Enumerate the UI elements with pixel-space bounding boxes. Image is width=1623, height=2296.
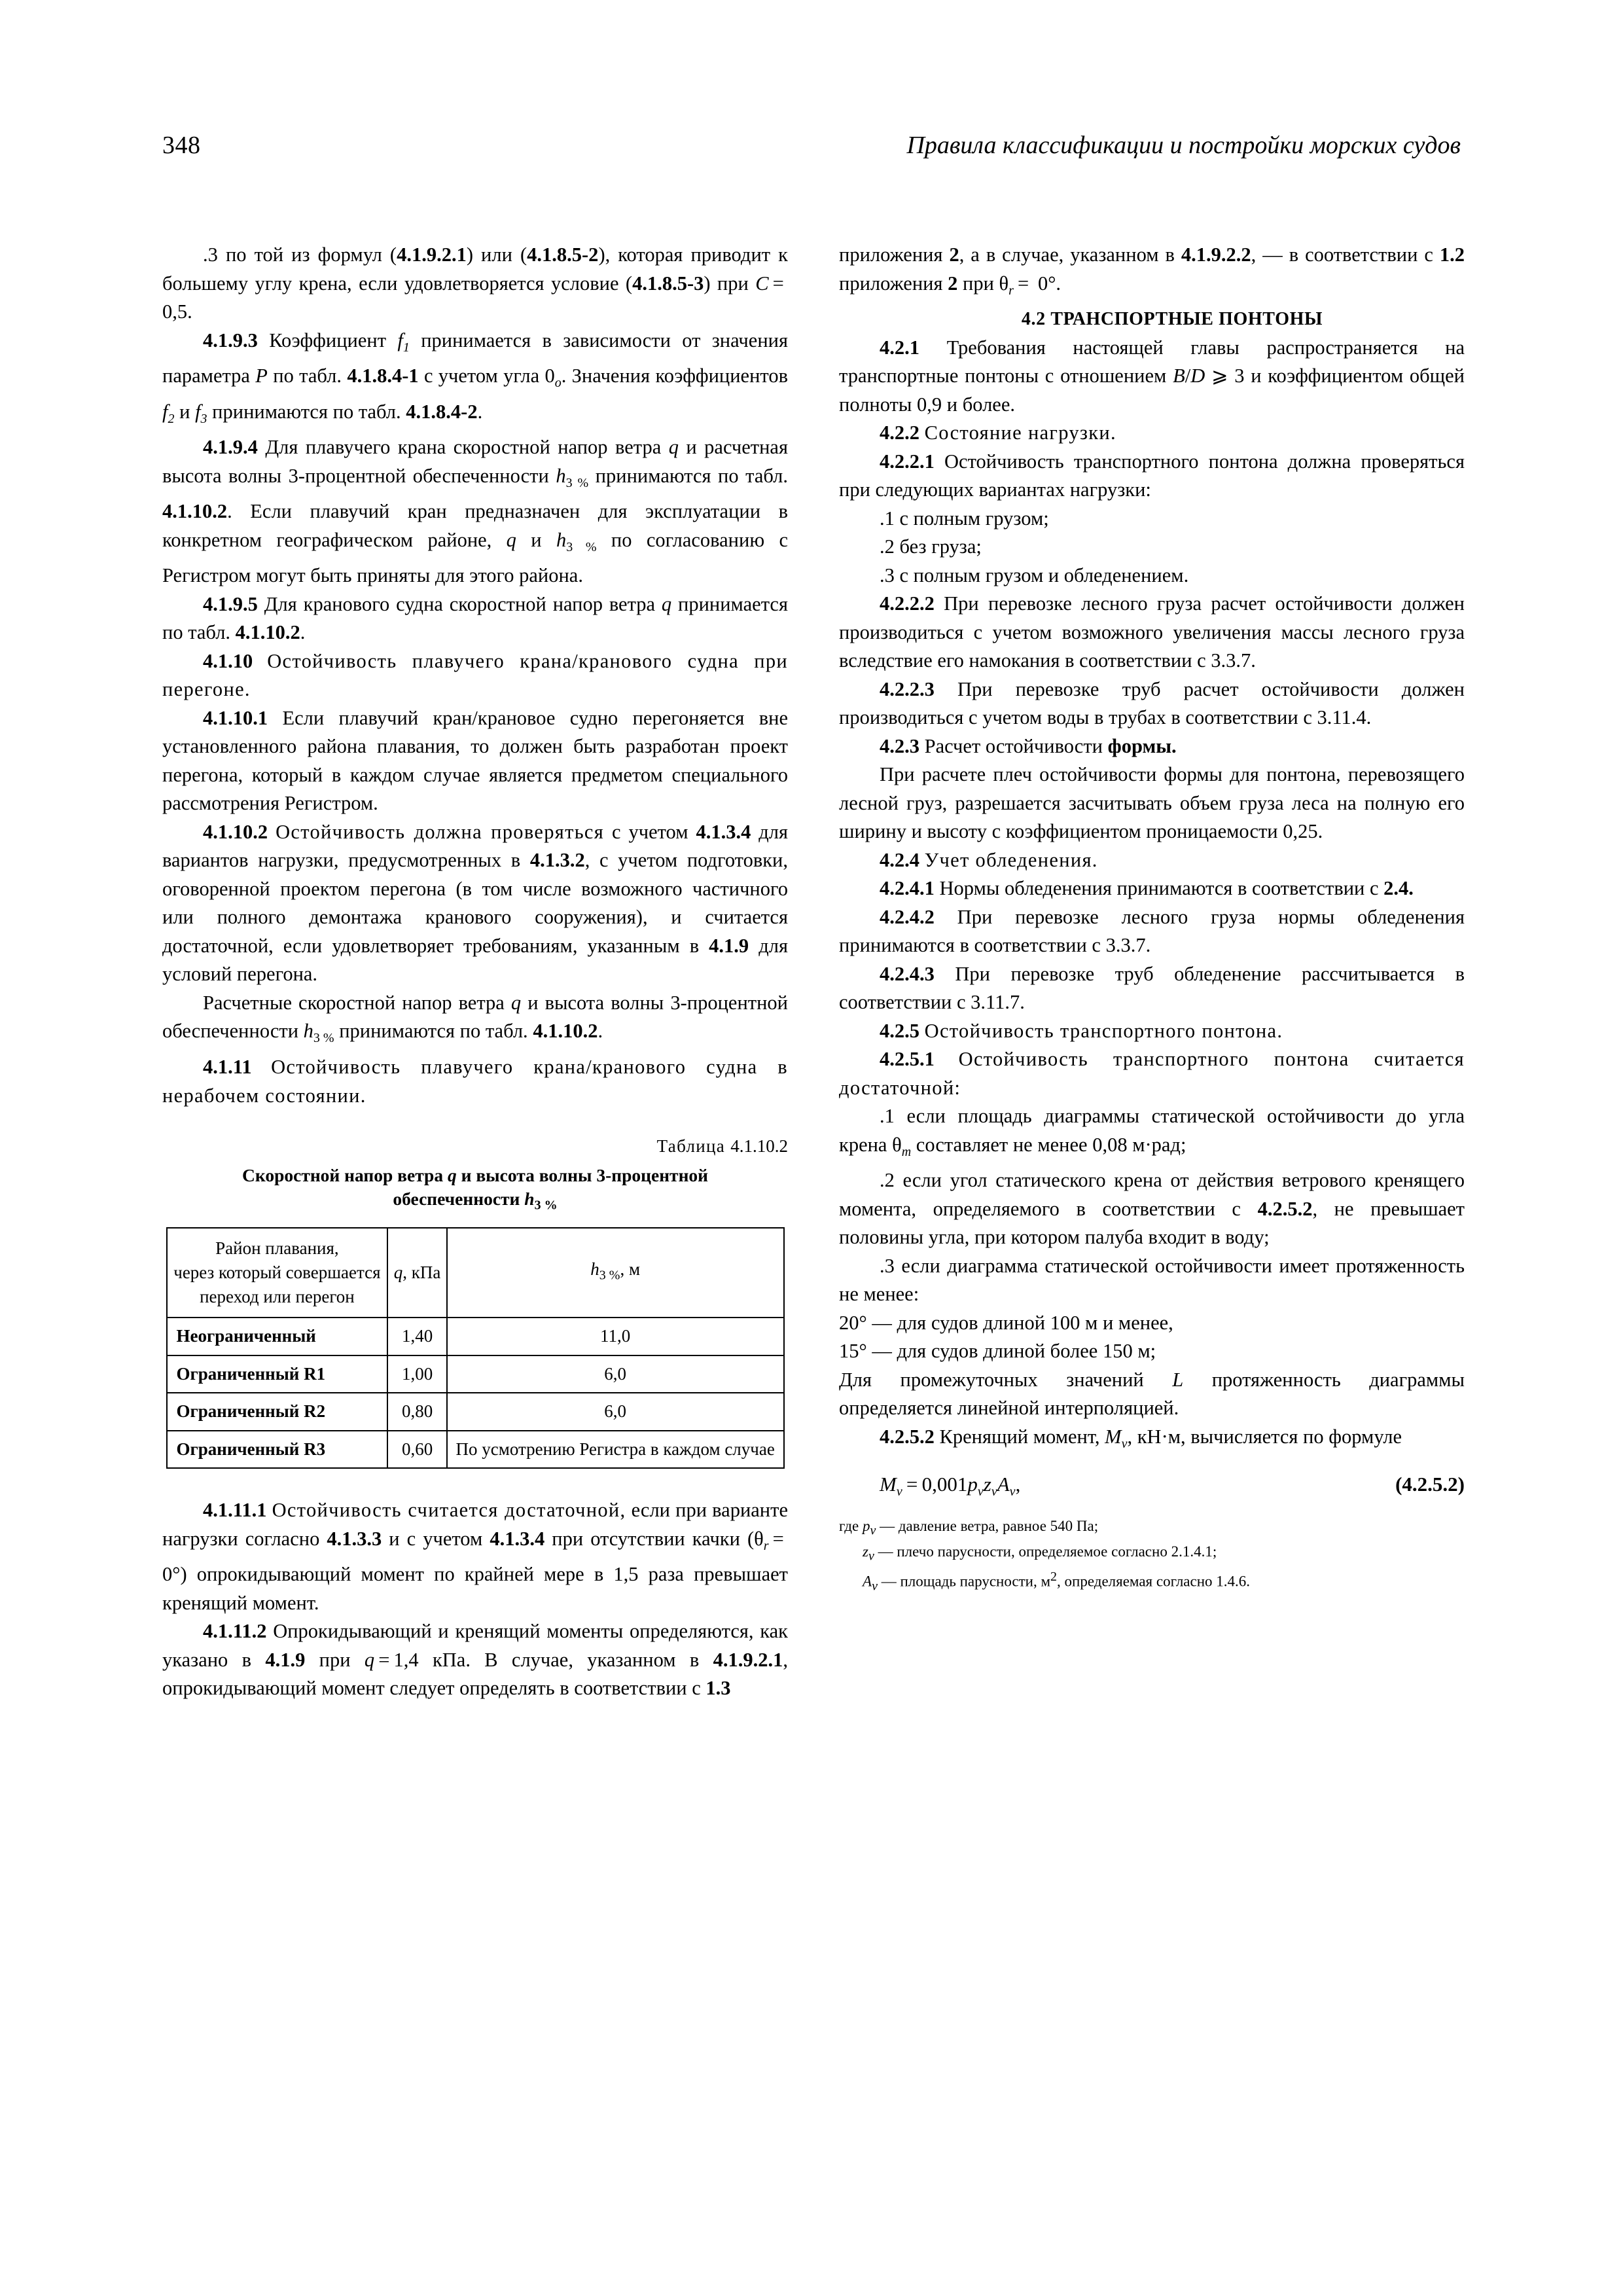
paragraph-form-stability: При расчете плеч остойчивости формы для понтона, перевозящего лесной груз, разрешается засчитывать объем груза леса на полную его ширину и высоту с коэффициентом проницаемости 0,25. <box>839 763 1465 843</box>
table-4-1-10-2 <box>166 1227 785 1469</box>
table-header-row <box>167 1228 784 1318</box>
note-av: Av — площадь парусности, м2, определяемая согласно 1.4.6. <box>863 1570 1251 1594</box>
paragraph-4-2-2-2: 4.2.2.2 При перевозке лесного груза расчет остойчивости должен производиться с учетом возможного увеличения массы лесного груза вследствие его намокания в соответствии с 3.3.7. <box>839 592 1465 672</box>
paragraph-4-1-11-2: 4.1.11.2 Опрокидывающий и кренящий моменты определяются, как указано в 4.1.9 при q = 1,4 кПа. В случае, указанном в 4.1.9.2.1, опрокидывающий момент следует определять в соответствии с 1.3 <box>162 1620 788 1700</box>
paragraph-4-2-5-1: 4.2.5.1 Остойчивость транспортного понтона считается достаточной: <box>839 1048 1465 1099</box>
table-row <box>167 1431 784 1469</box>
paragraph-4-2-4-3: 4.2.4.3 При перевозке труб обледенение рассчитывается в соответствии с 3.11.7. <box>839 962 1465 1014</box>
two-column-body <box>162 241 1465 1703</box>
table-cell-h: 6,0 <box>447 1355 784 1393</box>
note-pv: где pv — давление ветра, равное 540 Па; <box>839 1517 1099 1538</box>
paragraph-4-1-10: 4.1.10 Остойчивость плавучего крана/кранового судна при перегоне. <box>162 649 789 701</box>
formula-4-2-5-2 <box>839 1470 1465 1507</box>
page-header <box>162 131 1461 160</box>
spec-length-150: 15° — для судов длиной более 150 м; <box>839 1340 1156 1363</box>
table-cell-q: 1,00 <box>387 1355 447 1393</box>
paragraph-4-2-5-2: 4.2.5.2 Кренящий момент, $M_v$, кН·м, вычисляется по формуле <box>880 1425 1402 1451</box>
paragraph-4-1-11-1: 4.1.11.1 Остойчивость считается достаточной, если при варианте нагрузки согласно 4.1.3.3 и с учетом 4.1.3.4 при отсутствии качки $(\theta_r = 0^\circ)$ опрокидывающий момент по крайней мере в 1,5 раза превышает кренящий момент. <box>162 1499 788 1614</box>
left-column <box>162 241 788 1703</box>
formula-notes <box>839 1516 1465 1596</box>
list-item-1: .1 с полным грузом; <box>880 507 1049 529</box>
paragraph-4-1-9-2-1: .3 по той из формул (4.1.9.2.1) или (4.1.8.5-2), которая приводит к большему углу крена, если удовлетворяется условие (4.1.8.5-3) при C = 0,5. <box>162 243 788 323</box>
paragraph-4-1-9-3: 4.1.9.3 Коэффициент $f_1$ принимается в зависимости от значения параметра P по табл. 4.1.8.4-1 с учетом угла $0_o$. Значения коэффициентов $f_2$ и $f_3$ принимаются по табл. 4.1.8.4-2. <box>162 329 788 426</box>
table-cell-q: 0,60 <box>387 1431 447 1469</box>
table-cell-h: 11,0 <box>447 1318 784 1355</box>
list-item-4-2-5-1-1: .1 если площадь диаграммы статической остойчивости до угла крена $\theta_m$ составляет не менее 0,08 м·рад; <box>839 1105 1465 1159</box>
table-number: 4.1.10.2 <box>730 1136 788 1157</box>
table-caption-label: Таблица <box>656 1136 725 1157</box>
table-cell-area: Ограниченный R1 <box>167 1355 388 1393</box>
list-item-4-2-5-1-2: .2 если угол статического крена от действия ветрового кренящего момента, определяемого в соответствии с 4.2.5.2, не превышает половины угла, при котором палуба входит в воду; <box>839 1169 1465 1249</box>
spec-length-100: 20° — для судов длиной 100 м и менее, <box>839 1311 1173 1334</box>
list-item-2: .2 без груза; <box>880 535 982 558</box>
table-caption-number <box>162 1132 788 1161</box>
paragraph-continuation: приложения 2, а в случае, указанном в 4.1.9.2.2, — в соответствии с 1.2 приложения 2 при $\theta_r = 0^\circ$. <box>839 243 1465 298</box>
section-heading-4-2: 4.2 ТРАНСПОРТНЫЕ ПОНТОНЫ <box>1021 309 1323 330</box>
page-number: 348 <box>162 132 201 159</box>
paragraph-4-2-1: 4.2.1 Требования настоящей главы распространяется на транспортные понтоны с отношением B/D ⩾ 3 и коэффициентом общей полноты 0,9 и более. <box>839 336 1465 416</box>
paragraph-interpolation: Для промежуточных значений L протяженность диаграммы определяется линейной интерполяцией. <box>839 1368 1465 1420</box>
paragraph-4-1-9-4: 4.1.9.4 Для плавучего крана скоростной напор ветра q и расчетная высота волны 3-процентной обеспеченности $h_{3 \%}$ принимаются по табл. 4.1.10.2. Если плавучий кран предназначен для эксплуатации в конкретном географическом районе, q и $h_{3 \%}$ по согласованию с Регистром могут быть приняты для этого района. <box>162 436 788 587</box>
note-zv: zv — плечо парусности, определяемое согласно 2.1.4.1; <box>863 1543 1217 1564</box>
paragraph-4-2-4-1: 4.2.4.1 Нормы обледенения принимаются в соответствии с 2.4. <box>880 877 1414 900</box>
paragraph-4-2-4-2: 4.2.4.2 При перевозке лесного груза нормы обледенения принимаются в соответствии с 3.3.7. <box>839 905 1465 957</box>
paragraph-4-2-2: 4.2.2 Состояние нагрузки. <box>880 422 1116 444</box>
table-cell-area: Ограниченный R2 <box>167 1393 388 1431</box>
paragraph-4-2-2-3: 4.2.2.3 При перевозке труб расчет остойчивости должен производиться с учетом воды в трубах в соответствии с 3.11.4. <box>839 677 1465 729</box>
table-cell-q: 0,80 <box>387 1393 447 1431</box>
table-header-q: q, кПа <box>387 1228 447 1318</box>
table-cell-h: По усмотрению Регистра в каждом случае <box>447 1431 784 1469</box>
table-cell-q: 1,40 <box>387 1318 447 1355</box>
table-header-area: Район плавания, через который совершается переход или перегон <box>167 1228 388 1318</box>
paragraph-4-1-10-1: 4.1.10.1 Если плавучий кран/крановое судно перегоняется вне установленного района плавания, то должен быть разработан проект перегона, который в каждом случае является предметом специального рассмотрения Регистром. <box>162 706 788 815</box>
formula-number: (4.2.5.2) <box>1395 1473 1465 1496</box>
table-cell-area: Ограниченный R3 <box>167 1431 388 1469</box>
paragraph-4-1-10-2: 4.1.10.2 Остойчивость должна проверяться с учетом 4.1.3.4 для вариантов нагрузки, предусмотренных в 4.1.3.2, с учетом подготовки, оговоренной проектом перегона (в том числе возможного частичного или полного демонтажа кранового сооружения), и считается достаточной, если удовлетворяет требованиям, указанным в 4.1.9 для условий перегона. <box>162 820 789 986</box>
table-title: Скоростной напор ветра q и высота волны 3-процентной обеспеченности $h_{3 \%}$ <box>241 1164 709 1213</box>
table-cell-h: 6,0 <box>447 1393 784 1431</box>
running-title: Правила классификации и постройки морских судов <box>906 132 1461 159</box>
table-row <box>167 1393 784 1431</box>
paragraph-4-2-2-1: 4.2.2.1 Остойчивость транспортного понтона должна проверяться при следующих вариантах нагрузки: <box>839 450 1465 501</box>
paragraph-4-1-11: 4.1.11 Остойчивость плавучего крана/кранового судна в нерабочем состоянии. <box>162 1056 789 1107</box>
table-row <box>167 1355 784 1393</box>
table-row <box>167 1318 784 1355</box>
right-column <box>839 241 1465 1703</box>
list-item-4-2-5-1-3: .3 если диаграмма статической остойчивости имеет протяженность не менее: <box>839 1254 1465 1306</box>
paragraph-4-1-9-5: 4.1.9.5 Для кранового судна скоростной напор ветра q принимается по табл. 4.1.10.2. <box>162 592 788 644</box>
paragraph-4-2-4: 4.2.4 Учет обледенения. <box>880 848 1098 871</box>
formula-expression: $M_v = 0,001p_vz_vA_v$, <box>880 1473 1021 1499</box>
table-header-h: $h_{3 \%}$, м <box>447 1228 784 1318</box>
list-item-3: .3 с полным грузом и обледенением. <box>880 564 1189 586</box>
table-cell-area: Неограниченный <box>167 1318 388 1355</box>
paragraph-4-2-3: 4.2.3 Расчет остойчивости формы. <box>880 734 1177 757</box>
paragraph-calc-wind: Расчетные скоростной напор ветра q и высота волны 3-процентной обеспеченности $h_{3 \%}$ принимаются по табл. 4.1.10.2. <box>162 991 788 1046</box>
table-4-1-10-2-wrapper <box>162 1132 788 1469</box>
paragraph-4-2-5: 4.2.5 Остойчивость транспортного понтона. <box>880 1019 1283 1042</box>
